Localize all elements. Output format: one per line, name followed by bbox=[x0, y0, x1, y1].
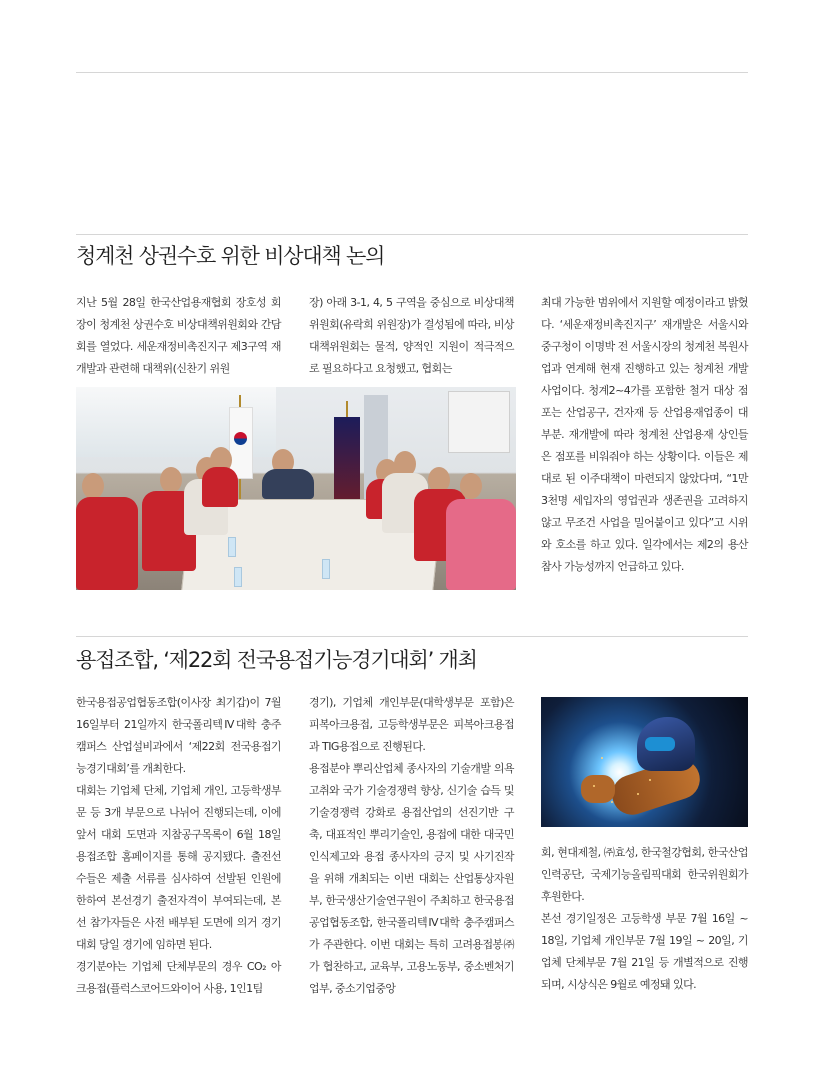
water-bottle bbox=[228, 537, 236, 557]
article2-column-2 bbox=[309, 692, 514, 1000]
article1-paragraph: 최대 가능한 범위에서 지원할 예정이라고 밝혔다. ‘세운재정비촉진지구’ 재개발은 서울시와 중구청이 이명박 전 서울시장의 청계천 복원사업과 연계해 현재 진행하고 있는 청계천 개발 사업이다. 청계2~4가를 포함한 철거 대상 점포는 산업공구, 건자재 등 산업용재업종이 대부분. 재개발에 따라 청계천 산업용재 상인들은 점포를 비워줘야 하는 상황이다. 이들은 제대로 된 이주대책이 마련되지 않았다며, “1만3천명 세입자의 영업권과 생존권을 고려하지 않고 무조건 사업을 밀어붙이고 있다”고 시위와 호소를 하고 있다. 일각에서는 제2의 용산참사 가능성까지 언급하고 있다. bbox=[541, 296, 748, 573]
meeting-photo bbox=[76, 387, 516, 590]
article2-paragraph: 한국용접공업협동조합(이사장 최기갑)이 7월 16일부터 21일까지 한국폴리텍Ⅳ대학 충주캠퍼스 산업설비과에서 ‘제22회 전국용접기능경기대회’를 개최한다. bbox=[76, 696, 281, 775]
article2-paragraph: 회, 현대제철, ㈜효성, 한국철강협회, 한국산업인력공단, 국제기능올림픽대회 한국위원회가 후원한다. bbox=[541, 846, 748, 903]
article1-top-rule bbox=[76, 234, 748, 235]
person-head bbox=[82, 473, 104, 499]
top-rule bbox=[76, 72, 748, 73]
article2-paragraph: 대회는 기업체 단체, 기업체 개인, 고등학생부문 등 3개 부문으로 나뉘어 진행되는데, 이에 앞서 대회 도면과 지참공구목록이 6월 18일 용접조합 홈페이지를 통해 공지됐다. 출전선수들은 제출 서류를 심사하여 선발된 인원에 한하여 본선경기 출전자격이 부여되는데, 본선 참가자들은 사전 배부된 도면에 의거 경기대회 당일 경기에 임하면 된다. bbox=[76, 784, 281, 951]
korean-flag bbox=[229, 407, 253, 479]
spark bbox=[593, 785, 595, 787]
welding-visor bbox=[645, 737, 675, 751]
spark bbox=[649, 779, 651, 781]
article1-paragraph: 장) 아래 3-1, 4, 5 구역을 중심으로 비상대책위원회(유락희 위원장)가 결성됨에 따라, 비상대책위원회는 물적, 양적인 지원이 적극적으로 필요하다고 요청했고, 협회는 bbox=[309, 296, 514, 375]
spark bbox=[637, 793, 639, 795]
photo-poster bbox=[448, 391, 510, 453]
article2-paragraph: 경기분야는 기업체 단체부문의 경우 CO₂ 아크용접(플럭스코어드와이어 사용, 1인1팀 bbox=[76, 960, 281, 995]
article2-paragraph: 용접분야 뿌리산업체 종사자의 기술개발 의욕 고취와 국가 기술경쟁력 향상, 신기술 습득 및 기술경쟁력 강화로 용접산업의 선진기반 구축, 대표적인 뿌리기술인, 용접에 대한 대국민 인식제고와 용접 종사자의 긍지 및 사기진작을 위해 개최되는 이번 대회는 산업통상자원부, 한국생산기술연구원이 주최하고 한국용접공업협동조합, 한국폴리텍Ⅳ대학 충주캠퍼스가 주관한다. 이번 대회는 특히 고려용접봉㈜가 협찬하고, 교육부, 고용노동부, 중소벤처기업부, 중소기업중앙 bbox=[309, 762, 514, 995]
person bbox=[76, 497, 138, 590]
article1-column-2 bbox=[309, 292, 514, 380]
spark bbox=[611, 801, 613, 803]
person bbox=[202, 467, 238, 507]
article2-headline: 용접조합, ‘제22회 전국용접기능경기대회’ 개최 bbox=[76, 648, 477, 672]
person bbox=[262, 469, 314, 499]
person-head bbox=[460, 473, 482, 499]
association-flag bbox=[334, 417, 360, 507]
water-bottle bbox=[234, 567, 242, 587]
article2-column-1 bbox=[76, 692, 281, 1000]
article2-paragraph: 본선 경기일정은 고등학생 부문 7월 16일 ~ 18일, 기업체 개인부문 7월 19일 ~ 20일, 기업체 단체부문 7월 21일 등 개별적으로 진행되며, 시상식은 9월로 예정돼 있다. bbox=[541, 912, 748, 991]
article1-headline: 청계천 상권수호 위한 비상대책 논의 bbox=[76, 244, 385, 268]
article2-column-3 bbox=[541, 842, 748, 996]
article1-paragraph: 지난 5월 28일 한국산업용재협회 장호성 회장이 청계천 상권수호 비상대책위원회와 간담회를 열었다. 세운재정비촉진지구 제3구역 재개발과 관련해 대책위(신찬기 위원 bbox=[76, 296, 281, 375]
article1-column-1 bbox=[76, 292, 281, 380]
person-head bbox=[160, 467, 182, 493]
welder-glove bbox=[581, 775, 615, 803]
article2-top-rule bbox=[76, 636, 748, 637]
person bbox=[446, 499, 516, 590]
welding-photo bbox=[541, 697, 748, 827]
article2-paragraph: 경기), 기업체 개인부문(대학생부문 포함)은 피복아크용접, 고등학생부문은 피복아크용접과 TIG용접으로 진행된다. bbox=[309, 696, 514, 753]
water-bottle bbox=[322, 559, 330, 579]
article1-column-3 bbox=[541, 292, 748, 578]
spark bbox=[601, 757, 603, 759]
